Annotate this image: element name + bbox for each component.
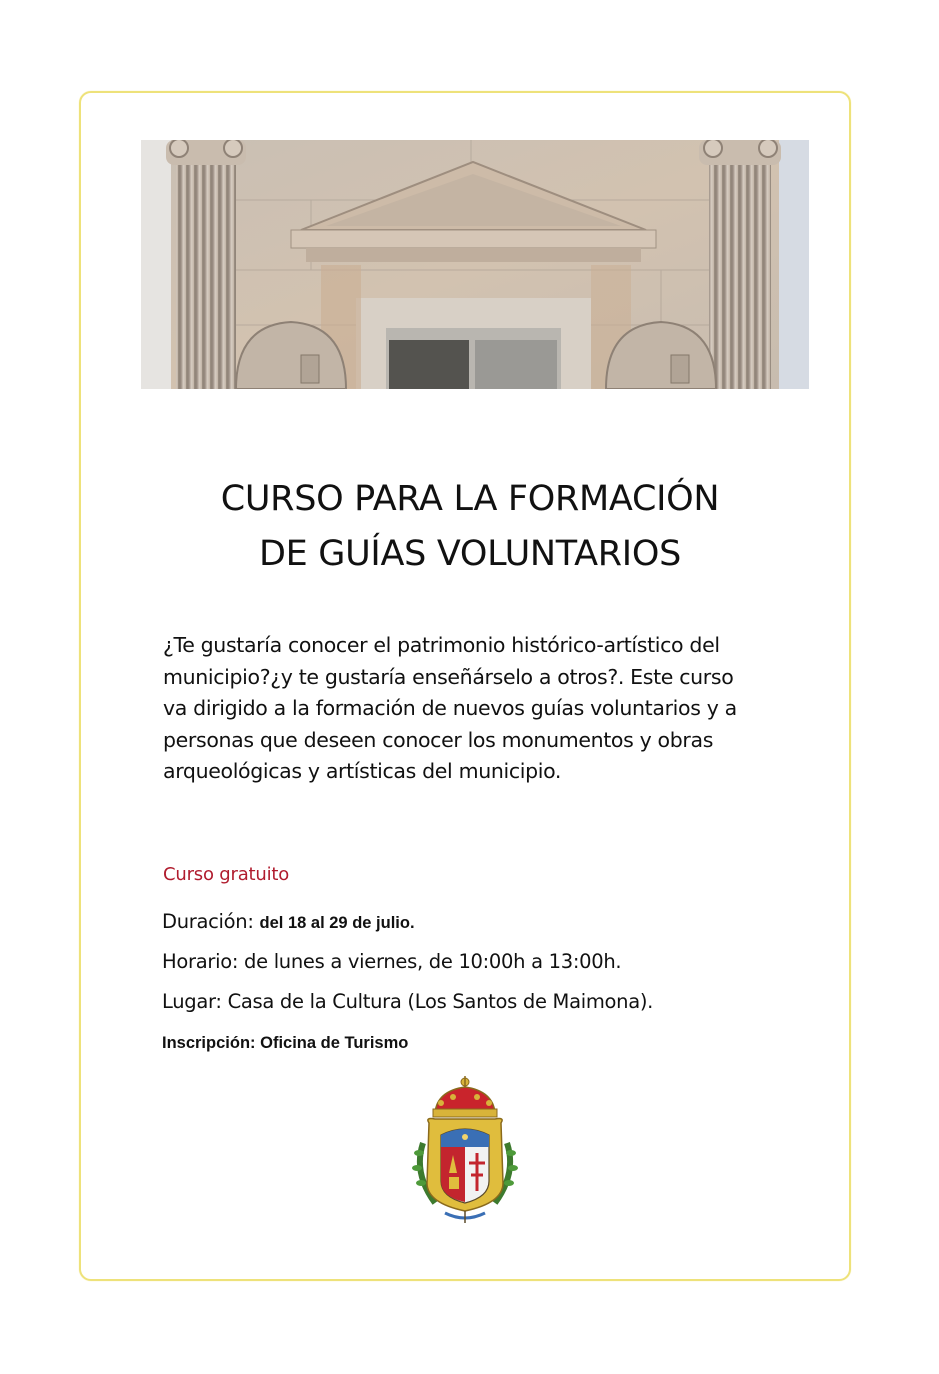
municipal-coat-of-arms-icon (405, 1073, 525, 1228)
intro-line: municipio?¿y te gustaría enseñárselo a otros?. Este curso (163, 664, 734, 689)
registration-label: Inscripción: (162, 1034, 256, 1052)
schedule-row (162, 950, 621, 973)
free-course-label: Curso gratuito (163, 864, 290, 885)
place-value: Casa de la Cultura (Los Santos de Maimona). (227, 990, 654, 1013)
duration-row (162, 910, 415, 933)
intro-line: va dirigido a la formación de nuevos guías voluntarios y a (163, 696, 737, 720)
intro-line: arqueológicas y artísticas del municipio. (163, 759, 562, 783)
title-line-2: DE GUÍAS VOLUNTARIOS (259, 534, 681, 574)
duration-label: Duración: (162, 910, 254, 933)
registration-value: Oficina de Turismo (260, 1034, 409, 1052)
registration-row (162, 1034, 408, 1053)
duration-value: del 18 al 29 de julio. (259, 914, 415, 932)
schedule-label: Horario: (162, 950, 239, 973)
title-line-1: CURSO PARA LA FORMACIÓN (220, 479, 720, 519)
intro-paragraph (163, 630, 803, 788)
place-row (162, 990, 653, 1013)
schedule-value: de lunes a viernes, de 10:00h a 13:00h. (244, 950, 622, 973)
page-title (100, 472, 840, 582)
intro-line: ¿Te gustaría conocer el patrimonio histórico-artístico del (163, 633, 720, 657)
intro-line: personas que deseen conocer los monumentos y obras (163, 727, 714, 752)
building-facade-photo (141, 140, 809, 389)
place-label: Lugar: (162, 990, 222, 1013)
